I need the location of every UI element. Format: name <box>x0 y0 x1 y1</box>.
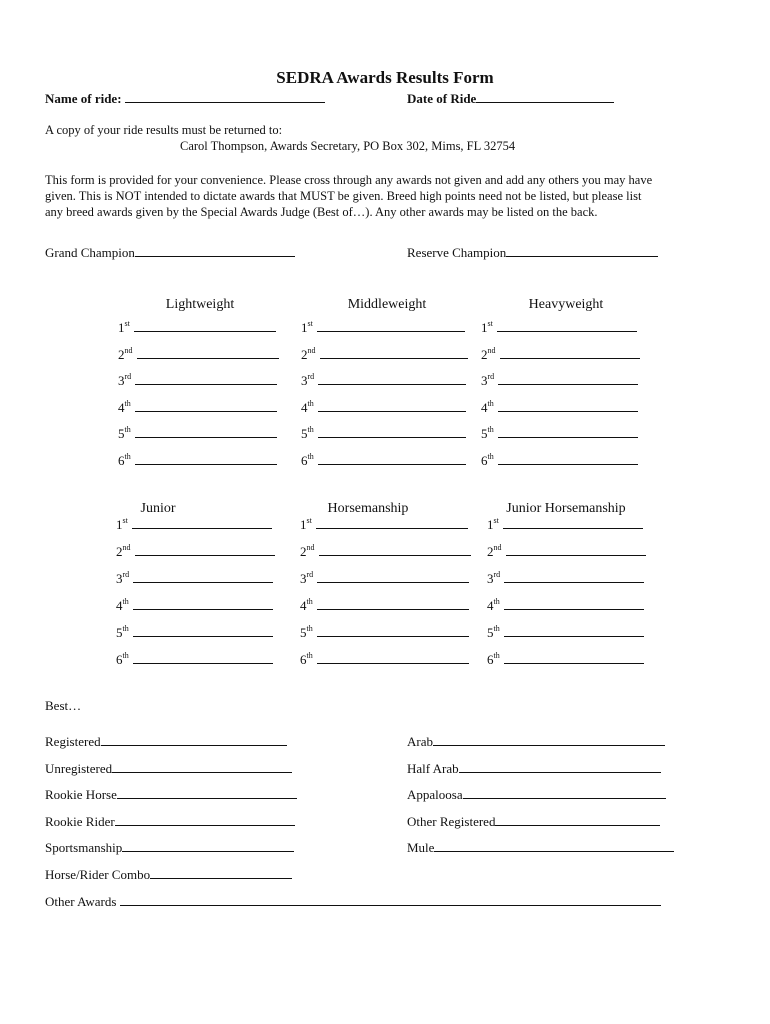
place-number: 4th <box>487 597 500 613</box>
best-award-line <box>101 744 287 746</box>
place-entry-field[interactable] <box>300 598 469 614</box>
best-award-line <box>112 771 292 773</box>
place-suffix: st <box>487 319 493 328</box>
place-number: 2nd <box>487 543 502 559</box>
place-suffix: th <box>493 651 500 660</box>
place-number: 2nd <box>300 543 315 559</box>
place-entry-line <box>133 581 273 583</box>
place-entry-field[interactable] <box>116 652 273 668</box>
place-entry-line <box>318 463 466 465</box>
place-entry-field[interactable] <box>118 320 276 336</box>
place-number: 3rd <box>481 372 495 388</box>
place-entry-field[interactable] <box>300 571 469 587</box>
place-entry-line <box>319 554 471 556</box>
place-entry-field[interactable] <box>116 544 275 560</box>
place-entry-field[interactable] <box>118 347 279 363</box>
division-heading: Horsemanship <box>327 501 409 516</box>
place-entry-line <box>504 635 644 637</box>
best-award-label: Sportsmanship <box>45 840 123 856</box>
place-entry-line <box>135 410 277 412</box>
best-award-field[interactable] <box>45 761 292 777</box>
place-suffix: th <box>307 398 314 408</box>
place-suffix: th <box>307 451 314 461</box>
division-heading: Lightweight <box>165 297 235 312</box>
place-entry-line <box>133 662 273 664</box>
place-number: 5th <box>301 425 314 441</box>
place-number: 5th <box>116 624 129 640</box>
best-award-line <box>434 850 674 852</box>
place-suffix: rd <box>122 570 130 579</box>
place-number: 2nd <box>118 345 133 362</box>
place-entry-field[interactable] <box>300 544 471 560</box>
place-number: 4th <box>300 597 313 613</box>
name-of-ride-line <box>125 101 325 103</box>
place-entry-line <box>504 662 644 664</box>
place-suffix: st <box>307 319 313 328</box>
place-entry-line <box>318 383 466 385</box>
place-entry-field[interactable] <box>487 571 644 587</box>
place-suffix: rd <box>307 372 315 381</box>
place-entry-line <box>135 383 277 385</box>
name-of-ride-field[interactable] <box>45 91 325 107</box>
best-award-label: Mule <box>407 840 435 856</box>
place-entry-field[interactable] <box>301 373 466 389</box>
place-suffix: th <box>487 398 494 408</box>
place-entry-line <box>498 463 638 465</box>
best-award-field[interactable] <box>45 734 287 750</box>
best-award-line <box>122 850 294 852</box>
other-awards-line <box>120 904 661 906</box>
place-entry-line <box>320 357 468 359</box>
best-award-label: Half Arab <box>407 760 459 776</box>
place-number: 4th <box>301 398 314 415</box>
place-entry-line <box>132 527 272 529</box>
place-number: 6th <box>300 651 313 667</box>
place-number: 6th <box>116 651 129 667</box>
place-entry-field[interactable] <box>300 625 469 641</box>
place-entry-field[interactable] <box>116 517 272 533</box>
best-award-label: Arab <box>407 734 433 749</box>
return-instruction: A copy of your ride results must be returned to: <box>45 123 283 137</box>
place-suffix: th <box>122 597 129 606</box>
place-number: 3rd <box>300 570 314 586</box>
place-number: 1st <box>487 516 499 532</box>
place-entry-field[interactable] <box>481 320 637 336</box>
other-awards-label: Other Awards <box>45 894 117 909</box>
place-entry-field[interactable] <box>487 625 644 641</box>
place-entry-line <box>504 581 644 583</box>
place-entry-field[interactable] <box>481 426 638 442</box>
place-suffix: th <box>306 651 313 660</box>
best-award-label: Other Registered <box>407 813 496 829</box>
best-award-label: Rookie Horse <box>45 787 117 803</box>
place-suffix: th <box>307 425 314 434</box>
place-suffix: th <box>306 624 313 633</box>
other-awards-field[interactable] <box>45 894 661 910</box>
best-award-field[interactable] <box>407 787 666 803</box>
date-of-ride-field[interactable] <box>407 91 614 107</box>
place-entry-line <box>135 554 275 556</box>
place-number: 3rd <box>118 372 132 388</box>
grand-champion-line <box>135 255 295 257</box>
place-entry-field[interactable] <box>116 598 273 614</box>
place-entry-field[interactable] <box>487 517 643 533</box>
best-award-field[interactable] <box>45 840 294 856</box>
best-award-line <box>150 877 292 879</box>
place-entry-field[interactable] <box>487 652 644 668</box>
place-entry-field[interactable] <box>118 373 277 389</box>
return-address: Carol Thompson, Awards Secretary, PO Box 302, Mims, FL 32754 <box>180 139 516 153</box>
best-award-field[interactable] <box>45 787 297 803</box>
place-entry-field[interactable] <box>118 453 277 469</box>
place-number: 5th <box>481 425 494 441</box>
division-heading: Middleweight <box>347 297 427 312</box>
paragraph-line-3: any breed awards given by the Special Awards Judge (Best of…). Any other awards may be listed on the back. <box>45 205 598 219</box>
place-number: 2nd <box>301 345 316 362</box>
place-entry-field[interactable] <box>481 347 640 363</box>
place-number: 2nd <box>116 543 131 559</box>
place-number: 3rd <box>116 570 130 586</box>
place-suffix: st <box>122 516 128 525</box>
place-suffix: th <box>493 597 500 606</box>
place-entry-field[interactable] <box>481 373 638 389</box>
date-of-ride-label: Date of Ride <box>407 91 477 106</box>
form-title: SEDRA Awards Results Form <box>276 68 494 87</box>
place-entry-line <box>500 357 640 359</box>
place-entry-line <box>497 330 637 332</box>
place-entry-field[interactable] <box>301 320 465 336</box>
place-number: 6th <box>487 651 500 667</box>
place-suffix: nd <box>124 345 133 355</box>
place-number: 3rd <box>487 570 501 586</box>
place-entry-line <box>133 608 273 610</box>
place-entry-line <box>316 527 468 529</box>
place-suffix: nd <box>306 543 315 552</box>
place-number: 3rd <box>301 372 315 388</box>
place-entry-line <box>317 662 469 664</box>
best-award-label: Rookie Rider <box>45 813 115 829</box>
place-number: 1st <box>301 319 313 335</box>
place-number: 6th <box>118 451 131 468</box>
place-entry-line <box>504 608 644 610</box>
place-entry-field[interactable] <box>116 571 273 587</box>
place-suffix: th <box>124 425 131 434</box>
place-suffix: st <box>493 516 499 525</box>
reserve-champion-label: Reserve Champion <box>407 245 507 260</box>
best-heading: Best… <box>45 698 82 713</box>
place-entry-line <box>135 463 277 465</box>
grand-champion-label: Grand Champion <box>45 245 135 260</box>
best-award-field[interactable] <box>407 734 665 750</box>
place-number: 6th <box>481 451 494 468</box>
date-of-ride-line <box>476 101 614 103</box>
place-suffix: nd <box>487 345 496 355</box>
place-entry-line <box>498 410 638 412</box>
place-suffix: st <box>124 319 130 328</box>
place-entry-line <box>133 635 273 637</box>
place-suffix: th <box>487 451 494 461</box>
place-entry-line <box>134 330 276 332</box>
paragraph-line-1: This form is provided for your convenience. Please cross through any awards not given and add any others you may have <box>45 173 653 187</box>
best-award-label: Horse/Rider Combo <box>45 867 151 882</box>
place-entry-line <box>318 410 466 412</box>
best-award-line <box>495 824 660 826</box>
place-entry-field[interactable] <box>301 426 466 442</box>
place-entry-line <box>318 436 466 438</box>
best-award-field[interactable] <box>407 814 660 830</box>
best-award-field[interactable] <box>45 814 295 830</box>
best-award-line <box>117 797 297 799</box>
place-entry-field[interactable] <box>300 652 469 668</box>
place-entry-field[interactable] <box>481 453 638 469</box>
place-entry-field[interactable] <box>487 598 644 614</box>
best-award-line <box>463 797 666 799</box>
place-number: 4th <box>118 398 131 415</box>
place-entry-line <box>317 635 469 637</box>
place-number: 1st <box>116 516 128 532</box>
division-heading: Junior <box>140 501 176 516</box>
best-award-label: Appaloosa <box>407 787 463 803</box>
place-suffix: rd <box>306 570 314 579</box>
place-number: 5th <box>118 425 131 441</box>
place-number: 6th <box>301 451 314 468</box>
place-suffix: th <box>306 597 313 606</box>
place-entry-line <box>135 436 277 438</box>
best-award-field[interactable] <box>407 761 661 777</box>
place-suffix: st <box>306 516 312 525</box>
place-number: 4th <box>481 398 494 415</box>
place-entry-field[interactable] <box>301 400 466 416</box>
paragraph-line-2: given. This is NOT intended to dictate awards that MUST be given. Breed high points need not be listed, but please list <box>45 189 642 203</box>
place-suffix: nd <box>493 543 502 552</box>
best-award-line <box>115 824 295 826</box>
best-award-field[interactable] <box>45 867 292 883</box>
reserve-champion-field[interactable] <box>407 245 658 261</box>
place-suffix: rd <box>124 372 132 381</box>
place-entry-line <box>317 330 465 332</box>
place-entry-line <box>317 608 469 610</box>
place-suffix: rd <box>487 372 495 381</box>
division-heading: Junior Horsemanship <box>506 501 626 516</box>
place-suffix: th <box>124 451 131 461</box>
place-suffix: th <box>493 624 500 633</box>
place-entry-line <box>506 554 646 556</box>
place-suffix: th <box>122 624 129 633</box>
place-number: 4th <box>116 597 129 613</box>
place-entry-line <box>503 527 643 529</box>
place-suffix: rd <box>493 570 501 579</box>
place-entry-field[interactable] <box>481 400 638 416</box>
place-number: 5th <box>300 624 313 640</box>
name-of-ride-label: Name of ride: <box>45 91 122 106</box>
place-number: 5th <box>487 624 500 640</box>
place-suffix: nd <box>307 345 316 355</box>
place-entry-field[interactable] <box>118 426 277 442</box>
place-entry-line <box>498 383 638 385</box>
place-number: 1st <box>118 319 130 335</box>
best-award-label: Registered <box>45 734 101 749</box>
place-entry-field[interactable] <box>301 347 468 363</box>
place-number: 1st <box>481 319 493 335</box>
place-suffix: th <box>122 651 129 660</box>
place-entry-field[interactable] <box>301 453 466 469</box>
place-suffix: th <box>487 425 494 434</box>
place-entry-field[interactable] <box>118 400 277 416</box>
place-entry-field[interactable] <box>487 544 646 560</box>
division-heading: Heavyweight <box>528 297 604 312</box>
place-suffix: nd <box>122 543 131 552</box>
best-award-line <box>459 771 661 773</box>
best-award-line <box>433 744 665 746</box>
place-entry-field[interactable] <box>116 625 273 641</box>
reserve-champion-line <box>506 255 658 257</box>
grand-champion-field[interactable] <box>45 245 295 261</box>
place-entry-line <box>317 581 469 583</box>
place-entry-field[interactable] <box>300 517 468 533</box>
place-entry-line <box>137 357 279 359</box>
best-award-field[interactable] <box>407 840 674 856</box>
place-number: 1st <box>300 516 312 532</box>
place-suffix: th <box>124 398 131 408</box>
place-number: 2nd <box>481 345 496 362</box>
best-award-label: Unregistered <box>45 760 113 776</box>
place-entry-line <box>498 436 638 438</box>
